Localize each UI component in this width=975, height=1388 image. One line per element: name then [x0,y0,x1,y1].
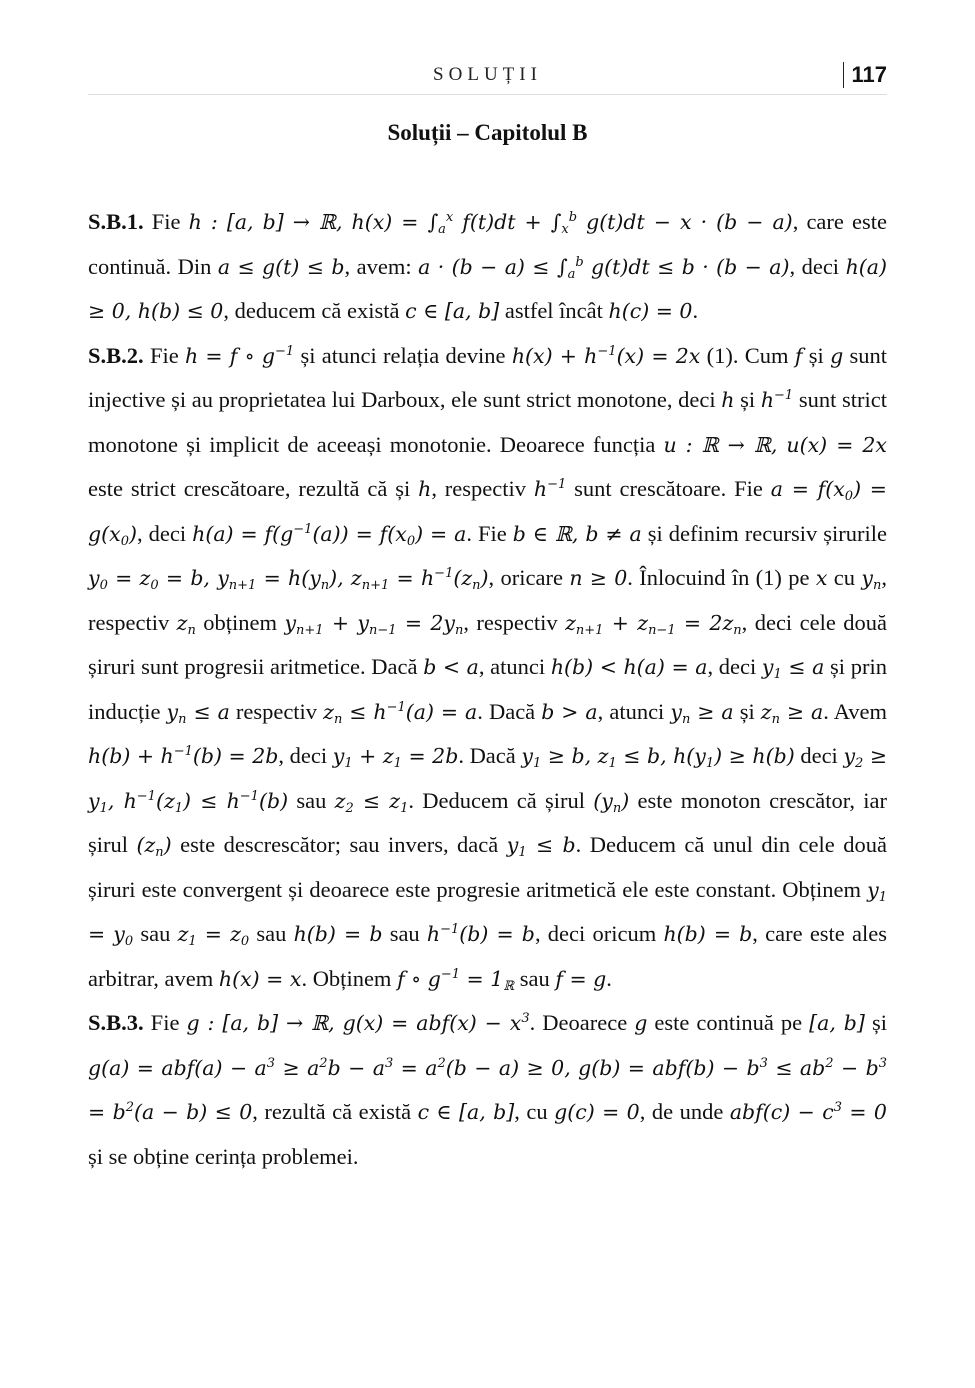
solution-text: Fie h : [a, b] → ℝ, $h(x) = \int_a^x$ $f(t)dt + \int_x^b$ g(t)dt − x · (b − a), care este continuă. Din a ≤ g(t) ≤ b, avem: $a \cdot (b - a) \le \int_a^b$ g(t)dt ≤ b · (b − a), deci h(a) ≥ 0, h(b) ≤ 0, deducem că există c ∈ [a, b] astfel încât h(c) = 0. [88,209,888,323]
solution-paragraph [88,200,887,334]
solution-text: Fie g : [a, b] → ℝ, $g(x) = abf(x) - x^3$. Deoarece g este continuă pe [a, b] și $g(a) = abf(a) - a^3 \ge a^2b - a^3 = a^2(b - a) \ge 0$, $g(b) = abf(b) - b^3 \le ab^2 - b^3 = b^2(a - b) \le 0$, rezultă că există c ∈ [a, b], cu g(c) = 0, de unde $abf(c) - c^3 = 0$ și se obține cerința problemei. [88,1010,887,1169]
running-title: SOLUȚII [433,64,542,85]
solution-label: S.B.1. [88,209,144,234]
page-number: 117 [843,62,888,88]
solution-paragraph [88,1001,887,1179]
solution-label: S.B.3. [88,1010,144,1035]
solution-paragraph [88,334,887,1002]
solution-label: S.B.2. [88,342,144,368]
page-header [88,62,887,95]
solutions-body [88,200,887,1179]
chapter-title: Soluții – Capitolul B [387,120,588,145]
solution-text: Fie h = f ∘ $g^{-1}$ și atunci relația devine $h(x) + h^{-1}(x) = 2x$ (1). Cum f și g sunt injective și au proprietatea lui Darboux, ele sunt strict monotone, deci h și $h^{-1}$ sunt strict monotone și implicit de aceeași monotonie. Deoarece funcția u : ℝ → ℝ, u(x) = 2x este strict crescătoare, rezultă că și h, respectiv $h^{-1}$ sunt crescătoare. Fie $a = f(x_0) = g(x_0)$, deci $h(a) = f(g^{-1}(a)) = f(x_0) = a$. Fie b ∈ ℝ, b ≠ a și definim recursiv șirurile $y_0 = z_0 = b$, $y_{n+1} = h(y_n)$, $z_{n+1} = h^{-1}(z_n)$, oricare n ≥ 0. Înlocuind în (1) pe x cu $y_n$, respectiv $z_n$ obținem $y_{n+1} + y_{n-1} = 2y_n$, respectiv $z_{n+1} + z_{n-1} = 2z_n$, deci cele două șiruri sunt progresii aritmetice. Dacă b < a, atunci h(b) < h(a) = a, deci $y_1 \le a$ și prin inducție $y_n \le a$ respectiv $z_n \le h^{-1}(a) = a$. Dacă b > a, atunci $y_n \ge a$ și $z_n \ge a$. Avem $h(b) + h^{-1}(b) = 2b$, deci $y_1 + z_1 = 2b$. Dacă $y_1 \ge b$, $z_1 \le b$, $h(y_1) \ge h(b)$ deci $y_2 \ge y_1$, $h^{-1}(z_1) \le h^{-1}(b)$ sau $z_2 \le z_1$. Deducem că șirul $(y_n)$ este monoton crescător, iar șirul $(z_n)$ este descrescător; sau invers, dacă $y_1 \le b$. Deducem că unul din cele două șiruri este convergent și deoarece este progresie aritmetică ele este constant. Obținem $y_1 = y_0$ sau $z_1 = z_0$ sau h(b) = b sau $h^{-1}(b) = b$, deci oricum h(b) = b, care este ales arbitrar, avem h(x) = x. Obținem f ∘ $g^{-1} = 1_ℝ$ sau f = g. [88,342,888,994]
